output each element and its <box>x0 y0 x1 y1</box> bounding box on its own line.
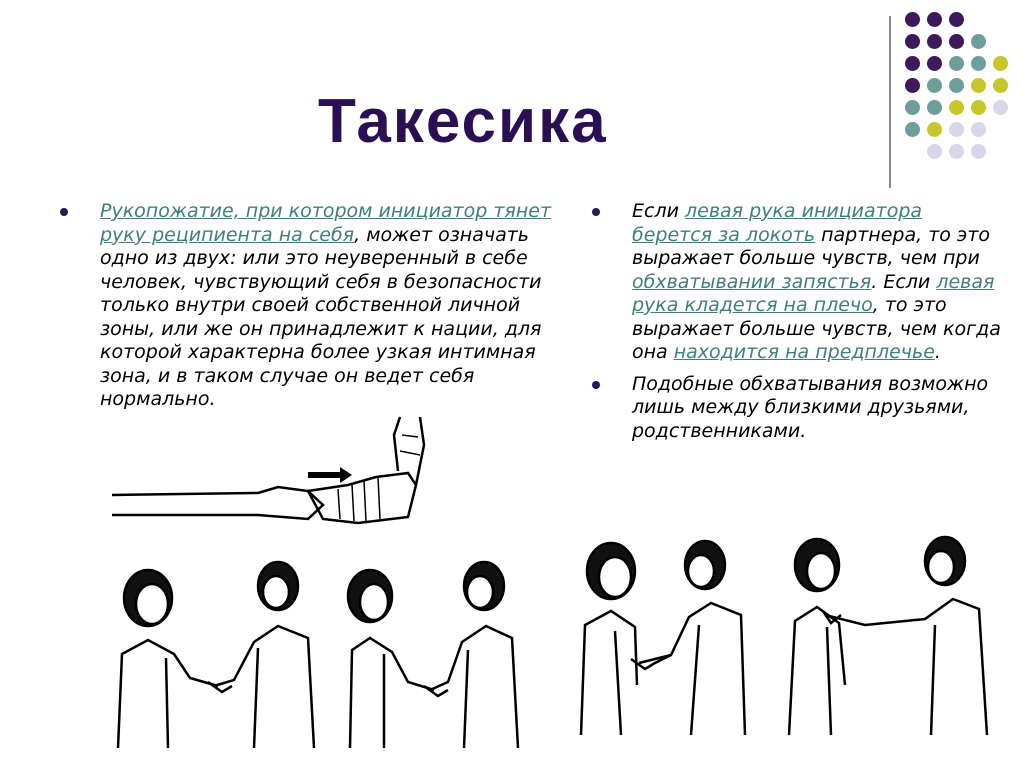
dot <box>927 12 942 27</box>
left-bullet-list <box>60 200 580 420</box>
text-run: партнера, то это выражает больше чувств, чем при <box>632 223 991 269</box>
bullet-item <box>60 200 580 412</box>
dot <box>971 100 986 115</box>
dot <box>971 56 986 71</box>
slide-title: Такесика <box>318 87 608 156</box>
handshake-couples-left-illustration <box>108 558 528 753</box>
dot <box>993 56 1008 71</box>
dot <box>971 122 986 137</box>
dot <box>949 78 964 93</box>
text-run: , то это выражает больше чувств, чем когда она <box>632 294 1001 363</box>
highlighted-phrase[interactable]: находится на предплечье <box>673 341 935 363</box>
bullet-icon <box>592 208 600 216</box>
dot <box>993 78 1008 93</box>
dot <box>927 144 942 159</box>
bullet-text-rest: , может означать одно из двух: или это неуверенный в себе человек, чувствующий себя в безопасности только внутри своей собственной личной зоны, или же он принадлежит к нации, для которой характерна более узкая интимная зона, и в таком случае он ведет себя нормально. <box>100 223 542 410</box>
highlighted-phrase[interactable]: левая рука инициатора берется за локоть <box>632 200 923 246</box>
bullet-text <box>632 200 1002 365</box>
text-run: . <box>934 341 941 363</box>
dot <box>949 34 964 49</box>
text-run: Если <box>632 200 685 222</box>
decorative-dot-grid <box>905 12 1015 172</box>
dot <box>971 34 986 49</box>
dot <box>971 78 986 93</box>
dot <box>949 56 964 71</box>
highlighted-phrase[interactable]: Рукопожатие, при котором инициатор тянет руку реципиента на себя <box>100 200 552 246</box>
handshake-couples-right-illustration <box>575 535 995 740</box>
dot <box>905 100 920 115</box>
dot <box>905 78 920 93</box>
dot <box>949 12 964 27</box>
dot <box>949 122 964 137</box>
highlighted-phrase[interactable]: обхватывании запястья <box>632 270 872 293</box>
dot <box>905 56 920 71</box>
dot <box>971 144 986 159</box>
highlighted-phrase[interactable]: левая рука кладется на плечо <box>632 270 995 316</box>
dot <box>993 100 1008 115</box>
dot <box>949 100 964 115</box>
vertical-divider <box>889 16 891 188</box>
text-run: . Если <box>871 270 937 293</box>
bullet-text: Подобные обхватывания возможно лишь между близкими друзьями, родственниками. <box>632 372 989 442</box>
right-bullet-list <box>592 200 1002 451</box>
bullet-icon <box>592 381 600 389</box>
bullet-item <box>592 200 1002 365</box>
dot <box>927 56 942 71</box>
dot <box>949 144 964 159</box>
bullet-text <box>100 200 580 412</box>
dot <box>905 34 920 49</box>
bullet-icon <box>60 208 68 216</box>
dot <box>927 34 942 49</box>
dot <box>927 122 942 137</box>
dot <box>905 122 920 137</box>
handshake-pull-illustration <box>108 415 438 545</box>
dot <box>927 78 942 93</box>
dot <box>927 100 942 115</box>
bullet-item <box>592 373 1002 444</box>
dot <box>905 12 920 27</box>
